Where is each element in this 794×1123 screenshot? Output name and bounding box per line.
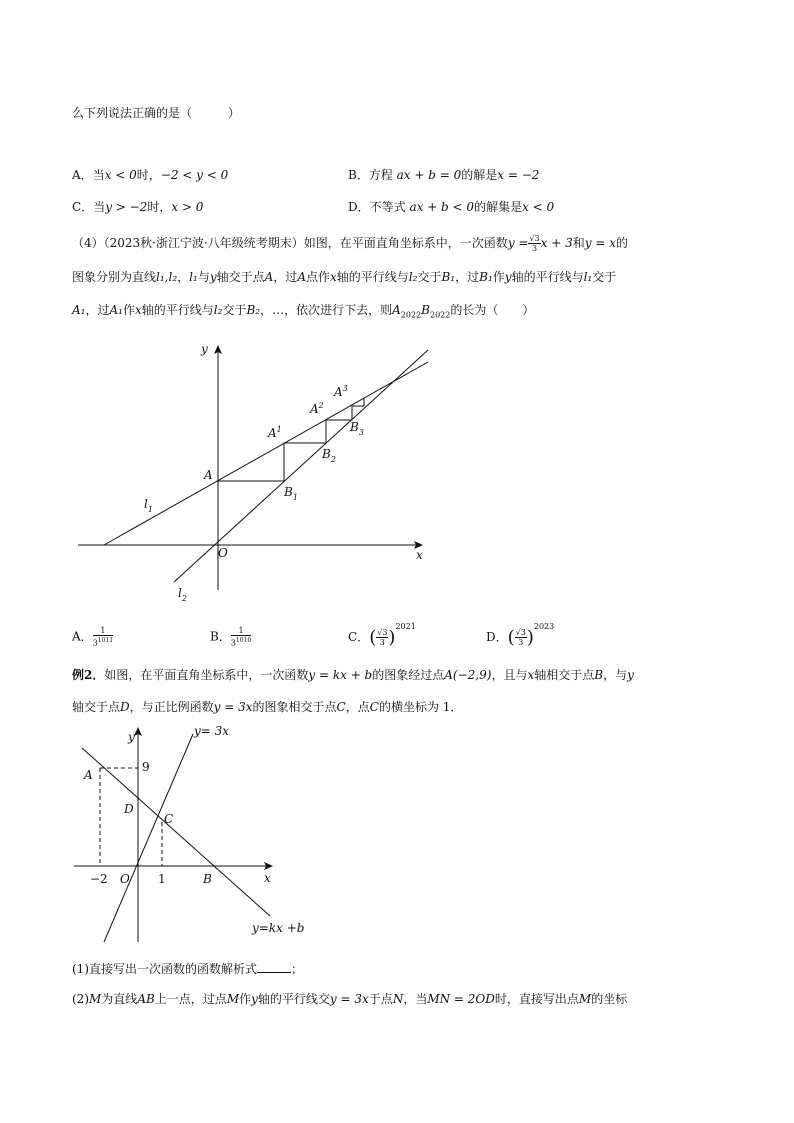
label-y3x: y= 3x	[194, 724, 230, 738]
point-c-label: C	[164, 812, 174, 826]
example-title: 例2．	[72, 668, 105, 682]
point-a3-label: $A^3$	[334, 384, 348, 399]
subquestion-2: (2)M为直线AB上一点，过点M作y轴的平行线交y = 3x于点N，当MN = 2OD时，直接写出点M的坐标	[72, 992, 628, 1006]
line-l1	[104, 362, 428, 545]
q4-option-c: C．( $\frac{√3}{3}$ )$^{2021}$	[348, 622, 416, 648]
point-a2-label: $A^2$	[310, 401, 324, 416]
point-b-label: B	[203, 872, 212, 886]
point-a-label: A	[204, 468, 213, 482]
line-l2	[174, 350, 428, 582]
origin-label: O	[218, 546, 228, 560]
origin-label: O	[120, 872, 130, 886]
y-axis-label: y	[201, 342, 208, 356]
example2-line-2: 轴交于点D，与正比例函数y = 3x的图象相交于点C，点C的横坐标为 1．	[72, 700, 463, 714]
point-b1-label: $B_1$	[284, 485, 298, 502]
point-a-label: A	[84, 768, 93, 782]
tick-1: 1	[158, 872, 166, 886]
point-b3-label: $B_3$	[350, 420, 364, 437]
figure-staircase-graph	[70, 335, 440, 610]
option-d: D．不等式 ax + b < 0的解集是x < 0	[348, 200, 555, 214]
line-l1-label: $l_1$	[144, 497, 153, 514]
tick-9: 9	[142, 760, 150, 774]
q4-line-1: （4）（2023秋·浙江宁波·八年级统考期末）如图，在平面直角坐标系中，一次函数y = $\frac{√3}{3}$ x + 3和y = x的	[72, 234, 629, 253]
answer-blank	[257, 962, 291, 973]
q4-option-b: B． $\frac{1}{3^{1010}}$	[210, 626, 252, 648]
q4-line-3: A₁，过A₁作x轴的平行线与l₂交于B₂，…，依次进行下去，则$A_{2022}B_{2022}$的长为（ ）	[72, 303, 535, 320]
subquestion-1: (1)直接写出一次函数的函数解析式 ；	[72, 962, 304, 976]
x-axis-label: x	[416, 548, 423, 562]
example2-line-1: 例2．如图，在平面直角坐标系中，一次函数y = kx + b的图象经过点A(−2,9)，且与x轴相交于点B，与y	[72, 668, 634, 682]
point-d-label: D	[124, 802, 134, 816]
q4-line-2: 图象分别为直线l₁,l₂，l₁与y轴交于点A，过A点作x轴的平行线与l₂交于B₁，过B₁作y轴的平行线与l₁交于	[72, 270, 617, 284]
option-a: A．当x < 0时，−2 < y < 0	[72, 168, 229, 182]
q4-option-d: D．( $\frac{√3}{3}$ )$^{2023}$	[486, 622, 555, 648]
tick-neg2: −2	[90, 872, 108, 886]
option-b: B．方程 ax + b = 0的解是x = −2	[348, 168, 540, 182]
option-c: C．当y > −2时，x > 0	[72, 200, 204, 214]
x-axis-label: x	[264, 871, 271, 885]
point-b2-label: $B_2$	[322, 447, 336, 464]
question-stem: 么下列说法正确的是（ ）	[72, 106, 241, 120]
point-a1-label: $A^1$	[268, 425, 282, 440]
q4-option-a: A． $\frac{1}{3^{1011}}$	[72, 626, 114, 648]
fraction: $\frac{√3}{3}$	[529, 234, 540, 253]
line-l2-label: $l_2$	[178, 586, 187, 603]
label-ykxb: y=kx +b	[252, 921, 305, 935]
y-axis-label: y	[128, 730, 135, 744]
figure-linear-functions	[72, 720, 332, 942]
